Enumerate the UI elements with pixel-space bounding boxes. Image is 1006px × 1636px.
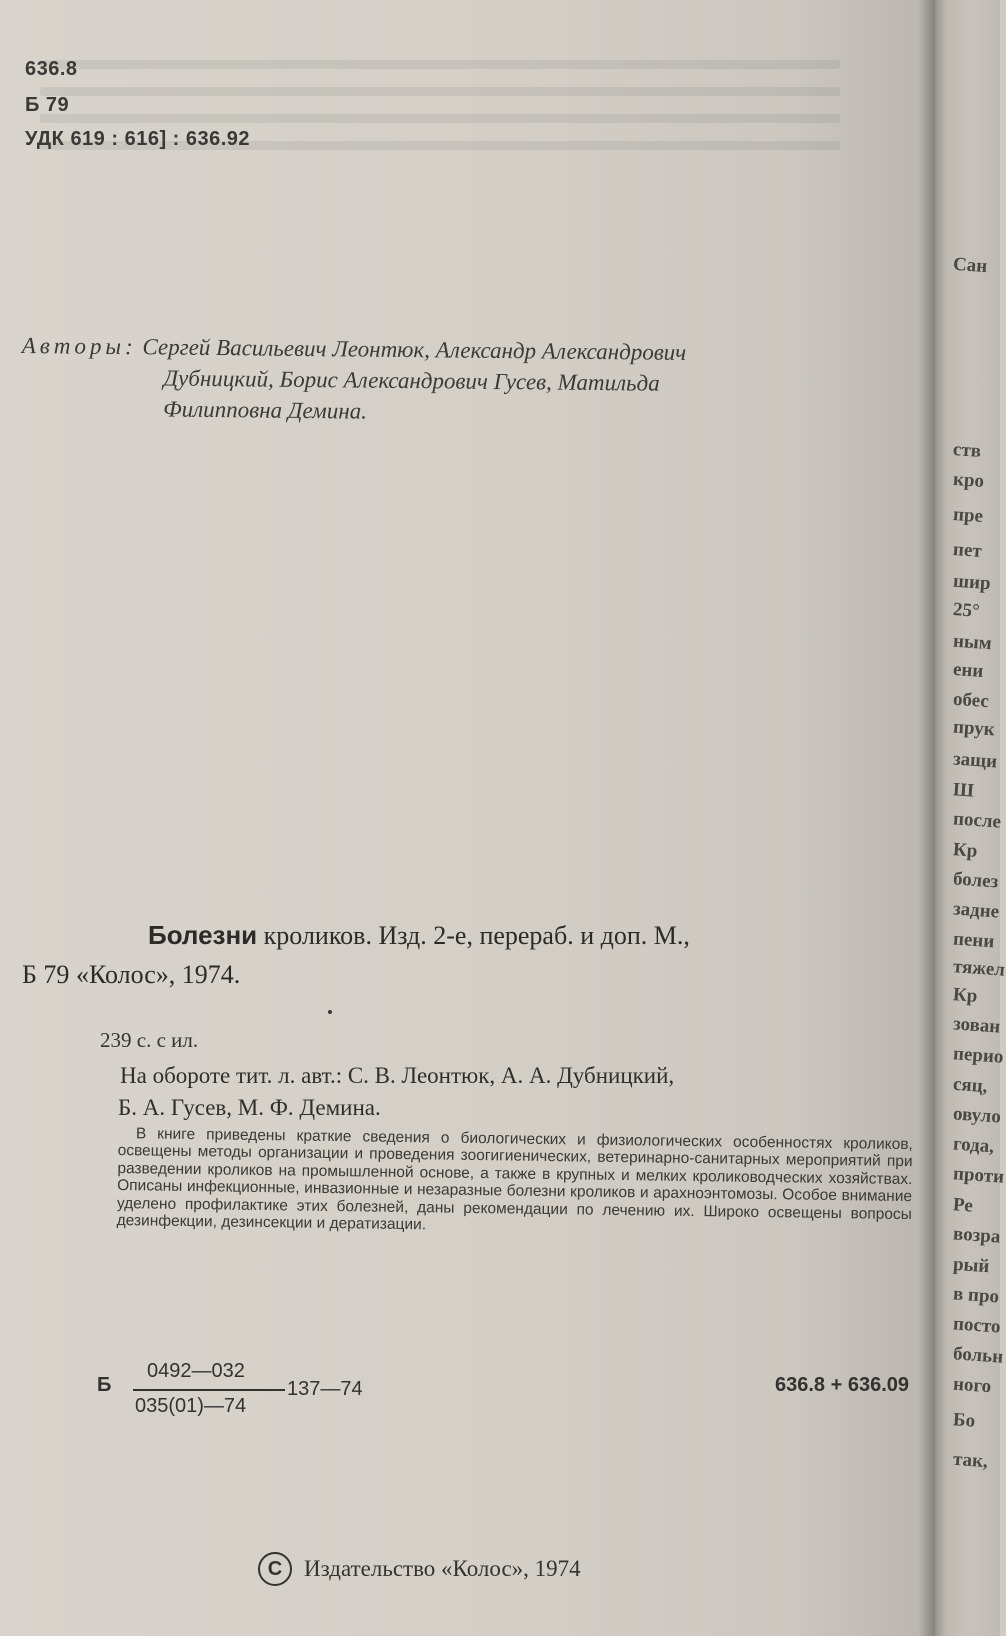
adjacent-page-text-fragment: пени [952,928,995,953]
classification-code: 636.8 + 636.09 [775,1374,910,1396]
call-number-udc: УДК 619 : 616] : 636.92 [25,128,251,150]
adjacent-page-text-fragment: Ре [952,1194,974,1217]
fraction-bar [133,1389,285,1391]
index-code-letter: Б [97,1374,112,1396]
index-code-denominator: 035(01)—74 [135,1395,247,1417]
catalog-code: Б 79 [22,960,70,989]
book-title-bold: Болезни [148,920,258,950]
adjacent-page-text-fragment: сяц, [952,1073,989,1098]
adjacent-page-text-fragment: 25° [952,599,981,622]
adjacent-page-text-fragment: возра [952,1223,1002,1248]
adjacent-page-text-fragment: защи [952,748,998,773]
adjacent-page-text-fragment: ств [952,439,982,462]
book-title-line [148,920,690,951]
book-title-rest: кроликов. Изд. 2-е, перераб. и доп. М., [263,921,690,950]
adjacent-page-edge [945,0,1006,1636]
index-code-suffix: 137—74 [287,1378,363,1400]
reverse-note-line-1: На обороте тит. л. авт.: С. В. Леонтюк, А. А. Дубницкий, [120,1063,675,1088]
copyright-line [258,1552,581,1586]
publisher-line: «Колос», 1974. [75,960,241,989]
book-gutter-shadow [918,0,948,1636]
adjacent-page-text-fragment: Ш [952,779,975,802]
index-code-numerator: 0492—032 [147,1360,245,1382]
authors-label: Авторы: [21,332,137,360]
adjacent-page-text-fragment: так, [952,1448,989,1473]
reverse-note [120,1060,674,1124]
print-speck [328,1010,332,1014]
adjacent-page-text-fragment: пре [952,503,984,528]
adjacent-page-text-fragment: посто [952,1313,1002,1338]
adjacent-page-text-fragment: после [952,808,1002,833]
adjacent-page-text-fragment: Кр [952,839,979,862]
adjacent-page-text-fragment: овуло [952,1103,1002,1128]
adjacent-page-text-fragment: задне [952,898,1000,923]
adjacent-page-text-fragment: рый [952,1253,991,1278]
adjacent-page-text-fragment: ным [952,630,993,655]
adjacent-page-text-fragment: шир [952,570,992,595]
annotation-paragraph: В книге приведены краткие сведения о биологических и физиологических особенностях кроликов, освещены методы организации и проведения зоогигиенических, ветеринарно-санитарных мероприятий при разведении кроликов на промышленной основе, а также в крупных и мелких кролиководческих хозяйствах. Описаны инфекционные, инвазионные и незаразные болезни кроликов и арахноэнтомозы. Особое внимание уделено профилактике этих болезней, даны рекомендации по лечению их. Широко освещены вопросы дезинфекции, дезинсекции и дератизации. [116,1125,913,1234]
reverse-note-line-2: Б. А. Гусев, М. Ф. Демина. [118,1095,381,1120]
adjacent-page-text-fragment: года, [952,1133,995,1158]
page-count: 239 с. с ил. [100,1028,199,1052]
adjacent-page-text-fragment: в про [952,1283,1000,1308]
authors-block [21,330,922,432]
adjacent-page-text-fragment: Кр [952,984,979,1007]
adjacent-page-text-fragment: болез [952,868,999,893]
authors-line-1: Сергей Васильевич Леонтюк, Александр Александрович [142,334,687,365]
adjacent-page-text-fragment: обес [952,688,990,713]
adjacent-page-text-fragment: проти [952,1163,1005,1188]
adjacent-page-text-fragment: тяжел [952,956,1006,981]
adjacent-page-text-fragment: Бо [952,1409,976,1432]
call-number-author-sign: Б 79 [25,94,70,116]
adjacent-page-text-fragment: кро [952,468,985,493]
copyright-text: Издательство «Колос», 1974 [304,1556,581,1581]
adjacent-page-text-fragment: перио [952,1043,1005,1068]
adjacent-page-text-fragment: зован [952,1013,1001,1038]
catalog-code-line [22,960,240,990]
adjacent-page-text-fragment: пет [952,539,983,562]
adjacent-page-text-fragment: Сан [952,253,988,278]
adjacent-page-text-fragment: ени [952,658,985,683]
authors-line-2: Дубницкий, Борис Александрович Гусев, Матильда [163,365,660,396]
adjacent-page-text-fragment: прук [952,716,996,741]
authors-line-3: Филипповна Демина. [163,396,368,424]
adjacent-page-text-fragment: ного [952,1373,992,1398]
copyright-icon: C [258,1552,292,1586]
call-number-classification: 636.8 [25,58,78,80]
adjacent-page-text-fragment: больн [952,1343,1004,1368]
